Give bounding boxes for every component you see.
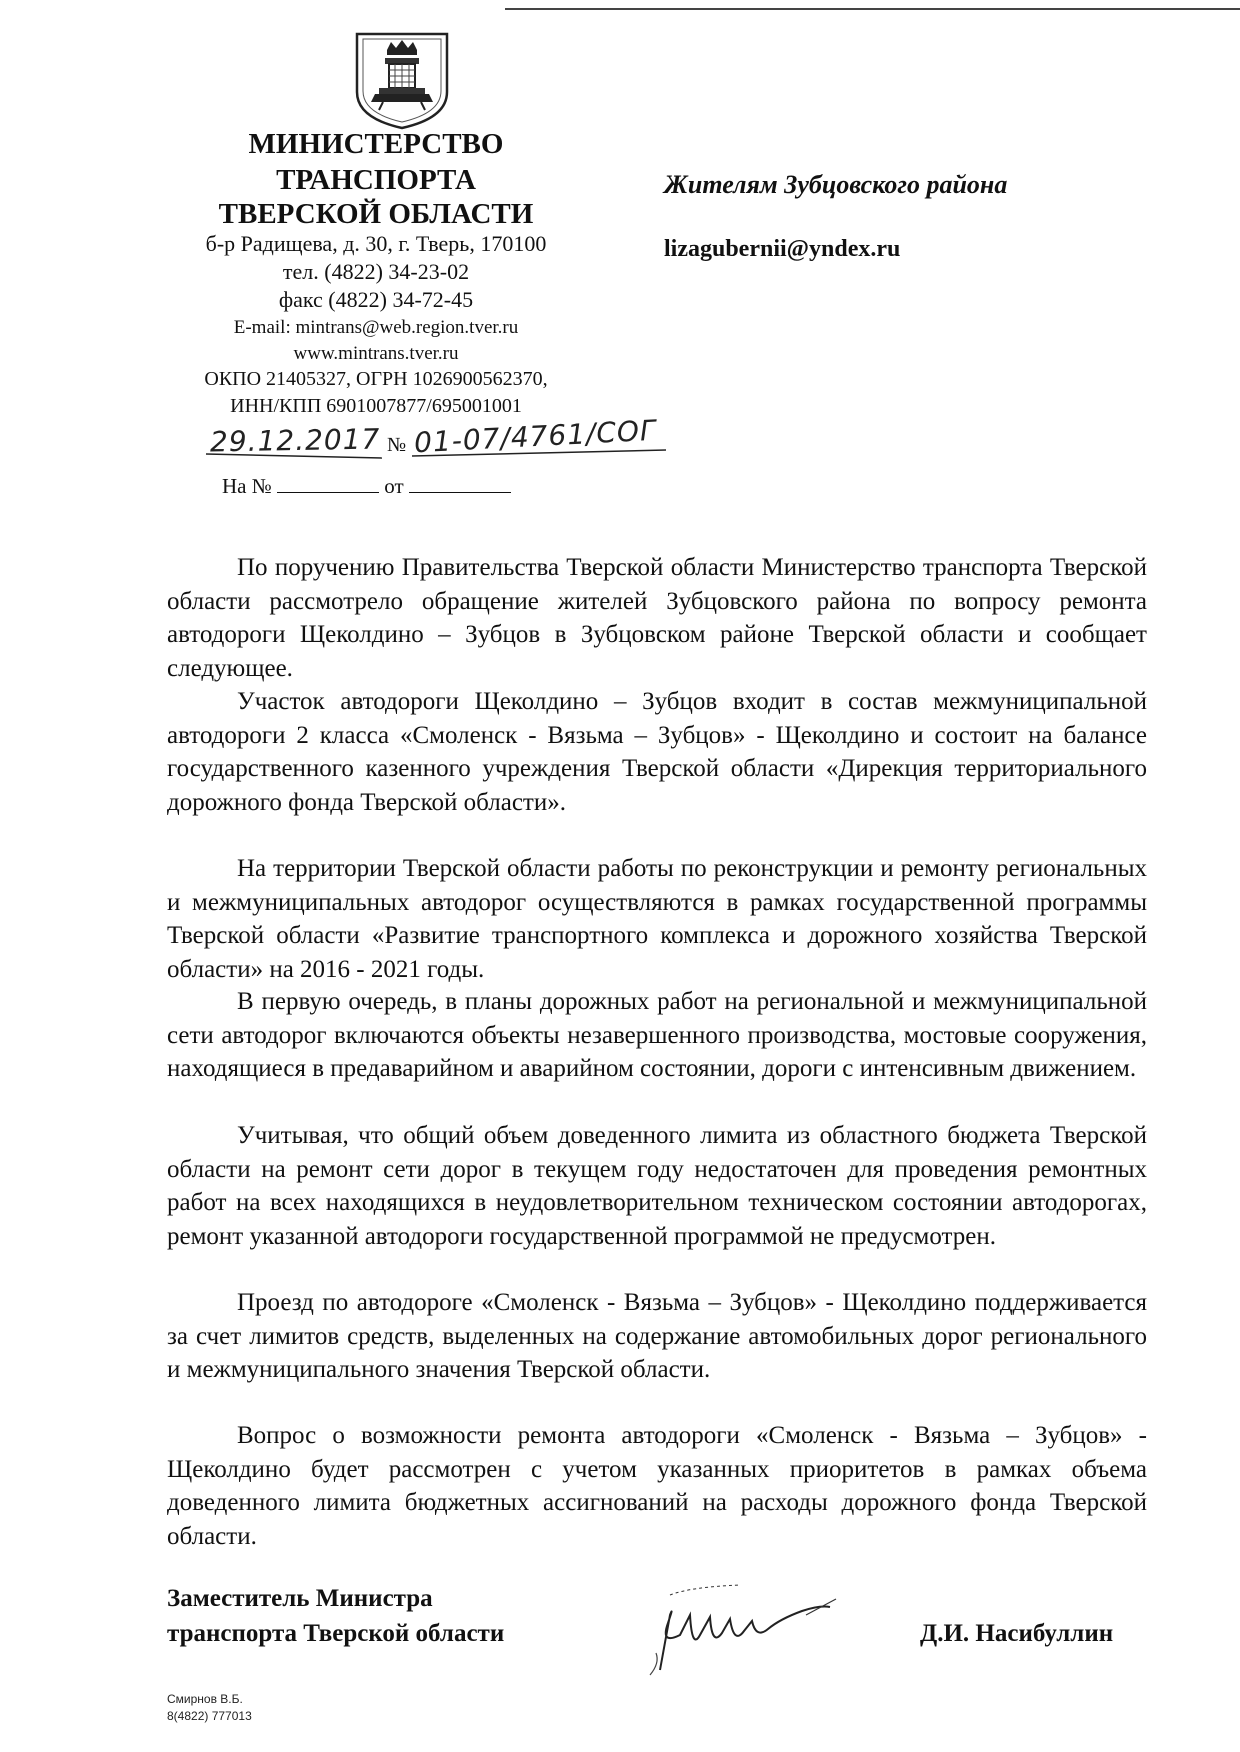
recipient-name: Жителям Зубцовского района (664, 170, 1008, 199)
body-paragraph: В первую очередь, в планы дорожных работ на региональной и межмуниципальной сети автодорог включаются объекты незавершенного производства, мостовые сооружения, находящиеся в предаварийном и аварийном состоянии, дороги с интенсивным движением. (167, 988, 1147, 1082)
body-paragraph: Участок автодороги Щеколдино – Зубцов входит в состав межмуниципальной автодороги 2 класса «Смоленск - Вязьма – Зубцов» - Щеколдино и состоит на балансе государственного казенного учреждения Тверской области «Дирекция территориального дорожного фонда Тверской области». (167, 688, 1147, 816)
coat-of-arms-icon (349, 30, 455, 130)
ref-number-label: На № (222, 474, 272, 498)
ministry-email: E-mail: mintrans@web.region.tver.ru (233, 317, 519, 338)
handwritten-signature (630, 1575, 890, 1685)
registration-date: 29.12.2017 (209, 422, 381, 459)
body-paragraph: По поручению Правительства Тверской области Министерство транспорта Тверской области рассмотрело обращение жителей Зубцовского района по вопросу ремонта автодороги Щеколдино – Зубцов в Зубцовском районе Тверской области и сообщает следующее. (167, 554, 1147, 682)
reference-line (222, 474, 511, 499)
ministry-codes: ОКПО 21405327, ОГРН 1026900562370, (204, 368, 548, 390)
signatory-name: Д.И. Насибуллин (920, 1620, 1114, 1647)
signatory-title: транспорта Тверской области (167, 1620, 505, 1647)
scan-edge-line (505, 8, 1240, 10)
ministry-website: www.mintrans.tver.ru (293, 343, 459, 364)
ministry-name-line: МИНИСТЕРСТВО (248, 128, 504, 160)
body-paragraph: Вопрос о возможности ремонта автодороги «Смоленск - Вязьма – Зубцов» - Щеколдино будет рассмотрен с учетом указанных приоритетов в рамках объема доведенного лимита бюджетных ассигнований на расходы дорожного фонда Тверской области. (167, 1422, 1147, 1550)
ministry-address: б-р Радищева, д. 30, г. Тверь, 170100 (205, 231, 547, 256)
ref-from-label: от (384, 474, 404, 498)
executor-name: Смирнов В.Б. (167, 1692, 243, 1706)
registration-number-label: № (387, 434, 407, 456)
registration-number: 01-07/4761/СОГ (413, 413, 658, 460)
body-paragraph: На территории Тверской области работы по реконструкции и ремонту региональных и межмуниципальных автодорог осуществляются в рамках государственной программы Тверской области «Развитие транспортного комплекса и дорожного хозяйства Тверской области» на 2016 - 2021 годы. (167, 855, 1147, 983)
ministry-name-line: ТРАНСПОРТА (276, 164, 476, 196)
ministry-phone: тел. (4822) 34-23-02 (282, 259, 470, 284)
ministry-fax: факс (4822) 34-72-45 (278, 287, 474, 312)
recipient-email: lizagubernii@yndex.ru (664, 236, 901, 262)
signatory-title: Заместитель Министра (167, 1585, 433, 1612)
ministry-codes: ИНН/КПП 6901007877/695001001 (230, 395, 522, 417)
executor-phone: 8(4822) 777013 (167, 1709, 252, 1723)
body-paragraph: Учитывая, что общий объем доведенного лимита из областного бюджета Тверской области на ремонт сети дорог в текущем году недостаточен для проведения ремонтных работ на всех находящихся в неудовлетворительном техническом состоянии автодорогах, ремонт указанной автодороги государственной программой не предусмотрен. (167, 1122, 1147, 1250)
ref-number-blank (277, 474, 379, 493)
ministry-name-line: ТВЕРСКОЙ ОБЛАСТИ (218, 198, 534, 230)
ref-date-blank (409, 474, 511, 493)
body-paragraph: Проезд по автодороге «Смоленск - Вязьма – Зубцов» - Щеколдино поддерживается за счет лимитов средств, выделенных на содержание автомобильных дорог регионального и межмуниципального значения Тверской области. (167, 1289, 1147, 1383)
